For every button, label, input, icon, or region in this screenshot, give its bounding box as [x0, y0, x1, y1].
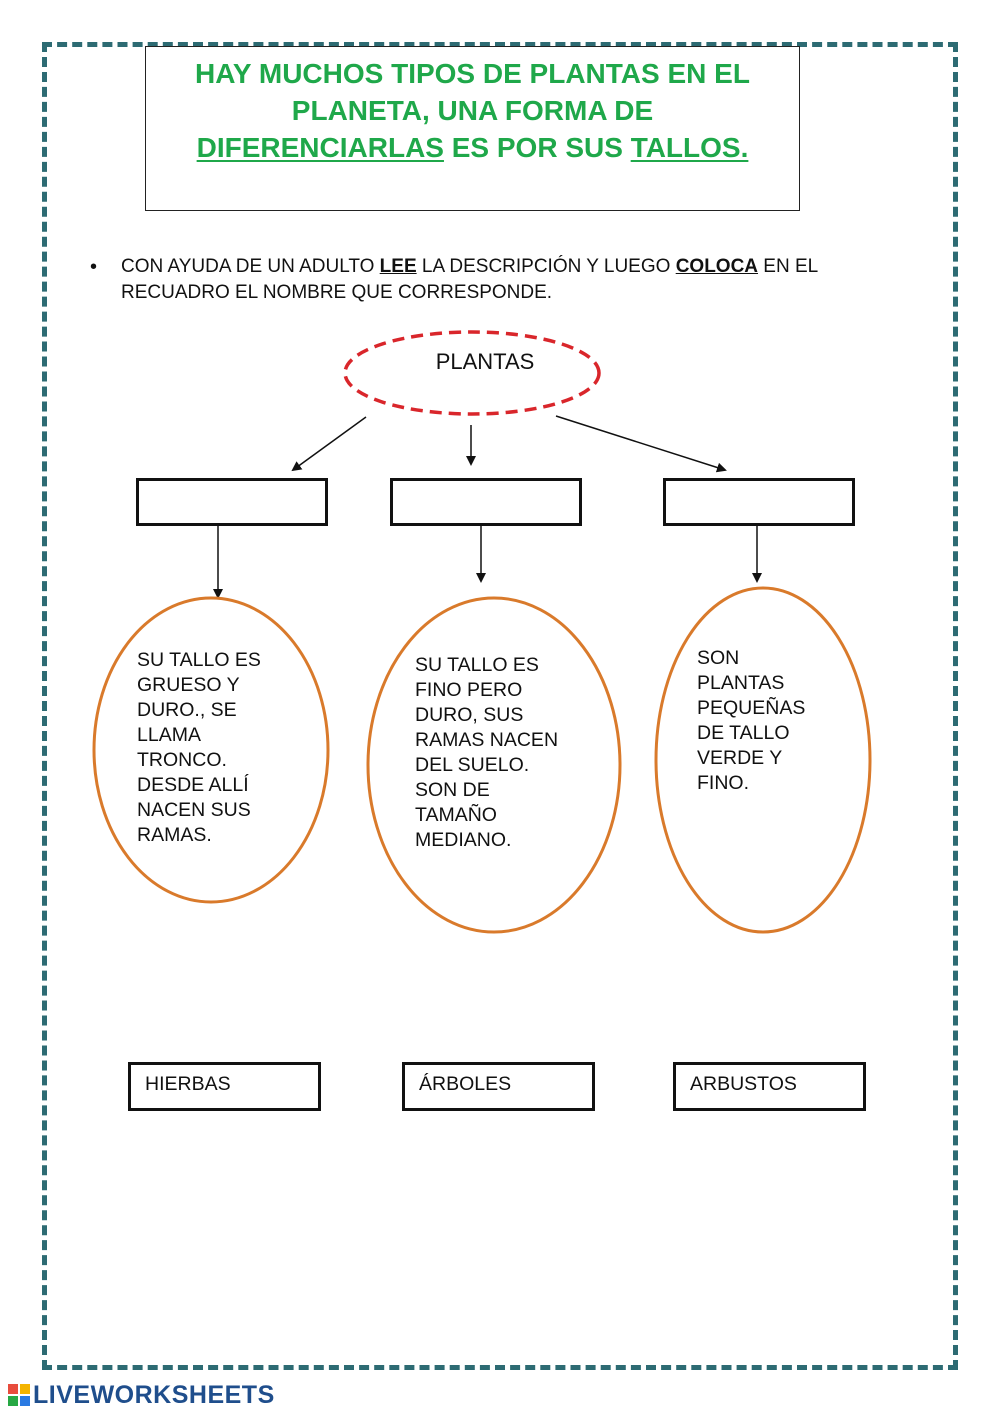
answer-drop-box-3[interactable] [663, 478, 855, 526]
title-middle: ES POR SUS [443, 132, 631, 163]
description-text-2: SU TALLO ES FINO PERO DURO, SUS RAMAS NACEN DEL SUELO. SON DE TAMAÑO MEDIANO. [415, 654, 559, 851]
bullet-icon: • [90, 256, 98, 278]
instruction-emphasis-lee: LEE [379, 256, 417, 277]
instruction-part-2: LA DESCRIPCIÓN Y LUEGO [416, 256, 676, 277]
instruction-emphasis-coloca: COLOCA [675, 256, 759, 277]
instruction-part-1: CON AYUDA DE UN ADULTO [121, 256, 380, 277]
instruction-part-3: EN EL RECUADRO EL NOMBRE QUE CORRESPONDE. [121, 256, 818, 303]
footer-logo-text: LIVEWORKSHEETS [33, 1380, 275, 1409]
root-label-plantas: PLANTAS [435, 349, 535, 374]
arrow-root-to-box-3 [556, 416, 725, 470]
option-arboles[interactable]: ÁRBOLES [402, 1062, 595, 1111]
description-text-1: SU TALLO ES GRUESO Y DURO., SE LLAMA TRONCO. DESDE ALLÍ NACEN SUS RAMAS. [137, 649, 261, 846]
title-line-2: PLANETA, UNA FORMA DE [291, 95, 654, 126]
description-text-3: SON PLANTAS PEQUEÑAS DE TALLO VERDE Y FINO. [697, 647, 806, 794]
footer-logo [8, 1380, 275, 1410]
title-word-diferenciarlas: DIFERENCIARLAS [196, 132, 444, 163]
option-arbustos[interactable]: ARBUSTOS [673, 1062, 866, 1111]
title-line-1: HAY MUCHOS TIPOS DE PLANTAS EN EL [195, 58, 750, 89]
title-word-tallos: TALLOS. [630, 132, 749, 163]
arrow-root-to-box-1 [293, 417, 366, 470]
option-hierbas[interactable]: HIERBAS [128, 1062, 321, 1111]
liveworksheets-logo-icon [8, 1384, 30, 1406]
answer-drop-box-1[interactable] [136, 478, 328, 526]
answer-drop-box-2[interactable] [390, 478, 582, 526]
